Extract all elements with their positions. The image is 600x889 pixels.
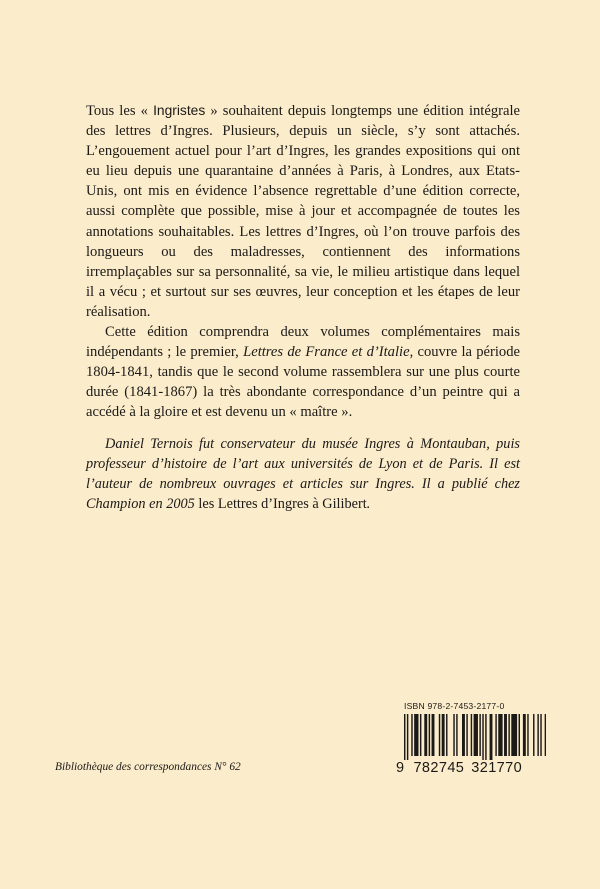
barcode-bar [432,714,435,756]
summary-text-run: , couvre la période 1804-1841, tandis que le second volume rassemblera sur une plus courte durée (1841-1867) la très abondante correspondance d’un peintre qui a accédé à la gloire et est devenu un « maître ». [86,344,521,421]
barcode-bar [424,714,427,756]
barcode-bar [498,714,502,756]
barcode-bar [429,714,430,756]
book-title: Lettres d’Ingres à Gilibert [217,496,367,513]
barcode-bar [490,714,493,760]
barcode-bar [485,714,486,760]
ean-right-digits: 321770 [471,760,523,776]
ingristes-term: Ingristes [153,103,206,118]
barcode-bar [511,714,517,756]
barcode-bar [446,714,447,756]
barcode-bar [527,714,528,756]
bio-text-run: Daniel Ternois fut conservateur du musée Ingres à Montauban, puis professeur d’histoire de l’art aux universités de Lyon et de Paris. Il est l’auteur de nombreux ouvrages et articles sur Ingres. Il a publié chez Champion en 2005 [86,436,520,513]
bio-text-run: les [198,496,215,513]
barcode-bar [479,714,480,756]
barcode-bar [462,714,465,756]
author-bio [86,434,520,514]
barcode-bar [414,714,418,756]
barcode-bar [482,714,483,760]
summary-paragraph-2 [86,322,520,422]
barcode-bar [471,714,472,756]
isbn-label: ISBN 978-2-7453-2177-0 [404,701,505,711]
barcode-bar [456,714,457,756]
summary-text-run: » souhaitent depuis longtemps une édition intégrale des lettres d’Ingres. Plusieurs, depuis un siècle, s’y sont attachés. L’engouement actuel pour l’art d’Ingres, les grandes expositions qui ont eu lieu depuis une quarantaine d’années à Paris, à Londres, aux Etats-Unis, ont mis en évidence l’absence regrettable d’une édition correcte, aussi complète que possible, mise à jour et accompagnée de toutes les annotations souhaitables. Les lettres d’Ingres, où l’on trouve parfois des longueurs ou des maladresses, contiennent des informations irremplaçables sur sa personnalité, sa vie, le milieu artistique dans lequel il a vécu ; et surtout sur ses œuvres, leur conception et les étapes de leur réalisation. [86,103,520,320]
barcode-bar [404,714,405,760]
barcode-bar [508,714,509,756]
barcode-bar [519,714,520,756]
barcode-bar [545,714,546,756]
ean-first-digit: 9 [396,760,405,776]
barcode-bar [495,714,496,756]
series-label: Bibliothèque des correspondances N° 62 [55,761,241,773]
barcode-bar [523,714,526,756]
summary-text [86,101,520,423]
barcode-bars [396,714,546,760]
barcode-bar [407,714,408,760]
barcode-bar [533,714,534,756]
ean-left-digits: 782745 [413,760,465,776]
barcode-bar [453,714,454,756]
barcode-bar [439,714,440,756]
barcode-bar [411,714,412,756]
summary-text-run: Cette édition comprendra deux volumes complémentaires mais indépendants ; le premier, [86,324,520,361]
ean-digits [396,760,522,776]
barcode-bar [442,714,445,756]
summary-paragraph-1 [86,101,520,322]
barcode-bar [474,714,478,756]
bio-text-run: . [366,496,371,513]
barcode-bar [420,714,421,756]
volume-title: Lettres de France et d’Italie [243,344,410,361]
barcode-bar [504,714,507,756]
summary-text-run: Tous les « [86,103,154,119]
barcode-bar [540,714,541,756]
barcode-bar [466,714,467,756]
barcode-bar [537,714,538,756]
